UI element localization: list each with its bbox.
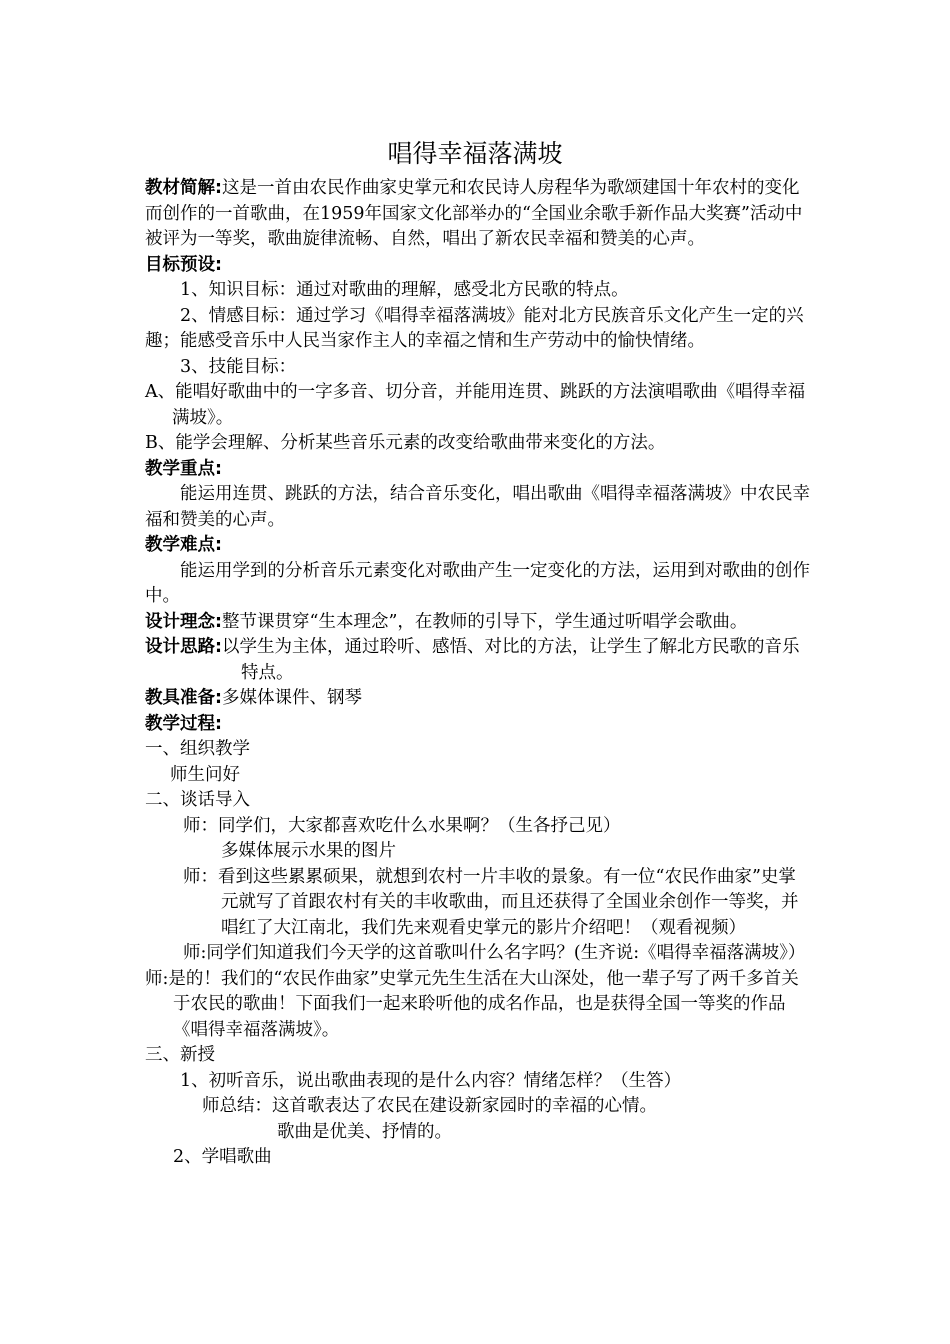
tools-text: 多媒体课件、钢琴 [222,688,362,708]
document-title: 唱得幸福落满坡 [387,139,563,168]
approach-paragraph [145,635,810,686]
section-2-teacher-2: 师：看到这些累累硕果，就想到农村一片丰收的景象。有一位“农民作曲家”史掌元就写了首跟农村有关的丰收歌曲，而且还获得了全国业余创作一等奖，并唱红了大江南北，我们先来观看史掌元的影片介绍吧！（观看视频） [183,866,799,938]
tools-label: 教具准备: [145,688,222,708]
difficulty-heading: 教学难点: [145,535,222,555]
overview-label: 教材简解: [145,178,222,198]
goals-heading: 目标预设: [145,254,222,275]
approach-text: 以学生为主体，通过聆听、感悟、对比的方法，让学生了解北方民歌的音乐特点。 [222,637,800,683]
section-2-teacher-1: 师：同学们，大家都喜欢吃什么水果啊？（生各抒己见） [183,815,621,836]
section-3-item-2: 2、学唱歌曲 [173,1147,272,1167]
process-heading: 教学过程: [145,713,222,734]
concept-label: 设计理念: [145,611,222,632]
section-1-title: 一、组织教学 [145,739,250,759]
approach-label: 设计思路: [145,637,222,657]
goal-knowledge: 1、知识目标：通过对歌曲的理解，感受北方民歌的特点。 [180,280,629,300]
section-3-summary-2: 歌曲是优美、抒情的。 [277,1121,452,1142]
goal-skill-a: A、能唱好歌曲中的一字多音、切分音，并能用连贯、跳跃的方法演唱歌曲《唱得幸福满坡》。 [145,382,806,428]
section-3-title: 三、新授 [145,1045,215,1065]
document-body [145,176,810,1171]
section-2-teacher-4: 师:是的！我们的“农民作曲家”史掌元先生生活在大山深处，他一辈子写了两千多首关于农民的歌曲！下面我们一起来聆听他的成名作品，也是获得全国一等奖的作品《唱得幸福落满坡》。 [145,968,799,1040]
difficulty-text: 能运用学到的分析音乐元素变化对歌曲产生一定变化的方法，运用到对歌曲的创作中。 [145,560,810,606]
key-point-text: 能运用连贯、跳跃的方法，结合音乐变化，唱出歌曲《唱得幸福落满坡》中农民幸福和赞美的心声。 [145,484,810,530]
concept-text: 整节课贯穿“生本理念”，在教师的引导下，学生通过听唱学会歌曲。 [222,611,748,632]
concept-paragraph [145,610,810,636]
section-3-item-1: 1、初听音乐，说出歌曲表现的是什么内容？情绪怎样？（生答） [180,1070,682,1091]
overview-text: 这是一首由农民作曲家史掌元和农民诗人房程华为歌颂建国十年农村的变化而创作的一首歌曲，在1959年国家文化部举办的“全国业余歌手新作品大奖赛”活动中被评为一等奖，歌曲旋律流畅、自然，唱出了新农民幸福和赞美的心声。 [145,178,803,249]
goal-skill: 3、技能目标： [180,356,297,377]
key-point-heading: 教学重点: [145,458,222,479]
goal-emotion: 2、情感目标：通过学习《唱得幸福落满坡》能对北方民族音乐文化产生一定的兴趣；能感受音乐中人民当家作主人的幸福之情和生产劳动中的愉快情绪。 [145,305,804,351]
section-2-title: 二、谈话导入 [145,790,250,810]
section-2-teacher-1-sub: 多媒体展示水果的图片 [221,841,396,861]
overview-paragraph [145,176,810,253]
section-1-line: 师生问好 [170,764,240,785]
section-3-summary: 师总结：这首歌表达了农民在建设新家园时的幸福的心情。 [202,1096,657,1116]
tools-paragraph [145,686,810,712]
goal-skill-b: B、能学会理解、分析某些音乐元素的改变给歌曲带来变化的方法。 [145,433,666,453]
section-2-teacher-3: 师:同学们知道我们今天学的这首歌叫什么名字吗？(生齐说:《唱得幸福落满坡》） [183,943,806,963]
